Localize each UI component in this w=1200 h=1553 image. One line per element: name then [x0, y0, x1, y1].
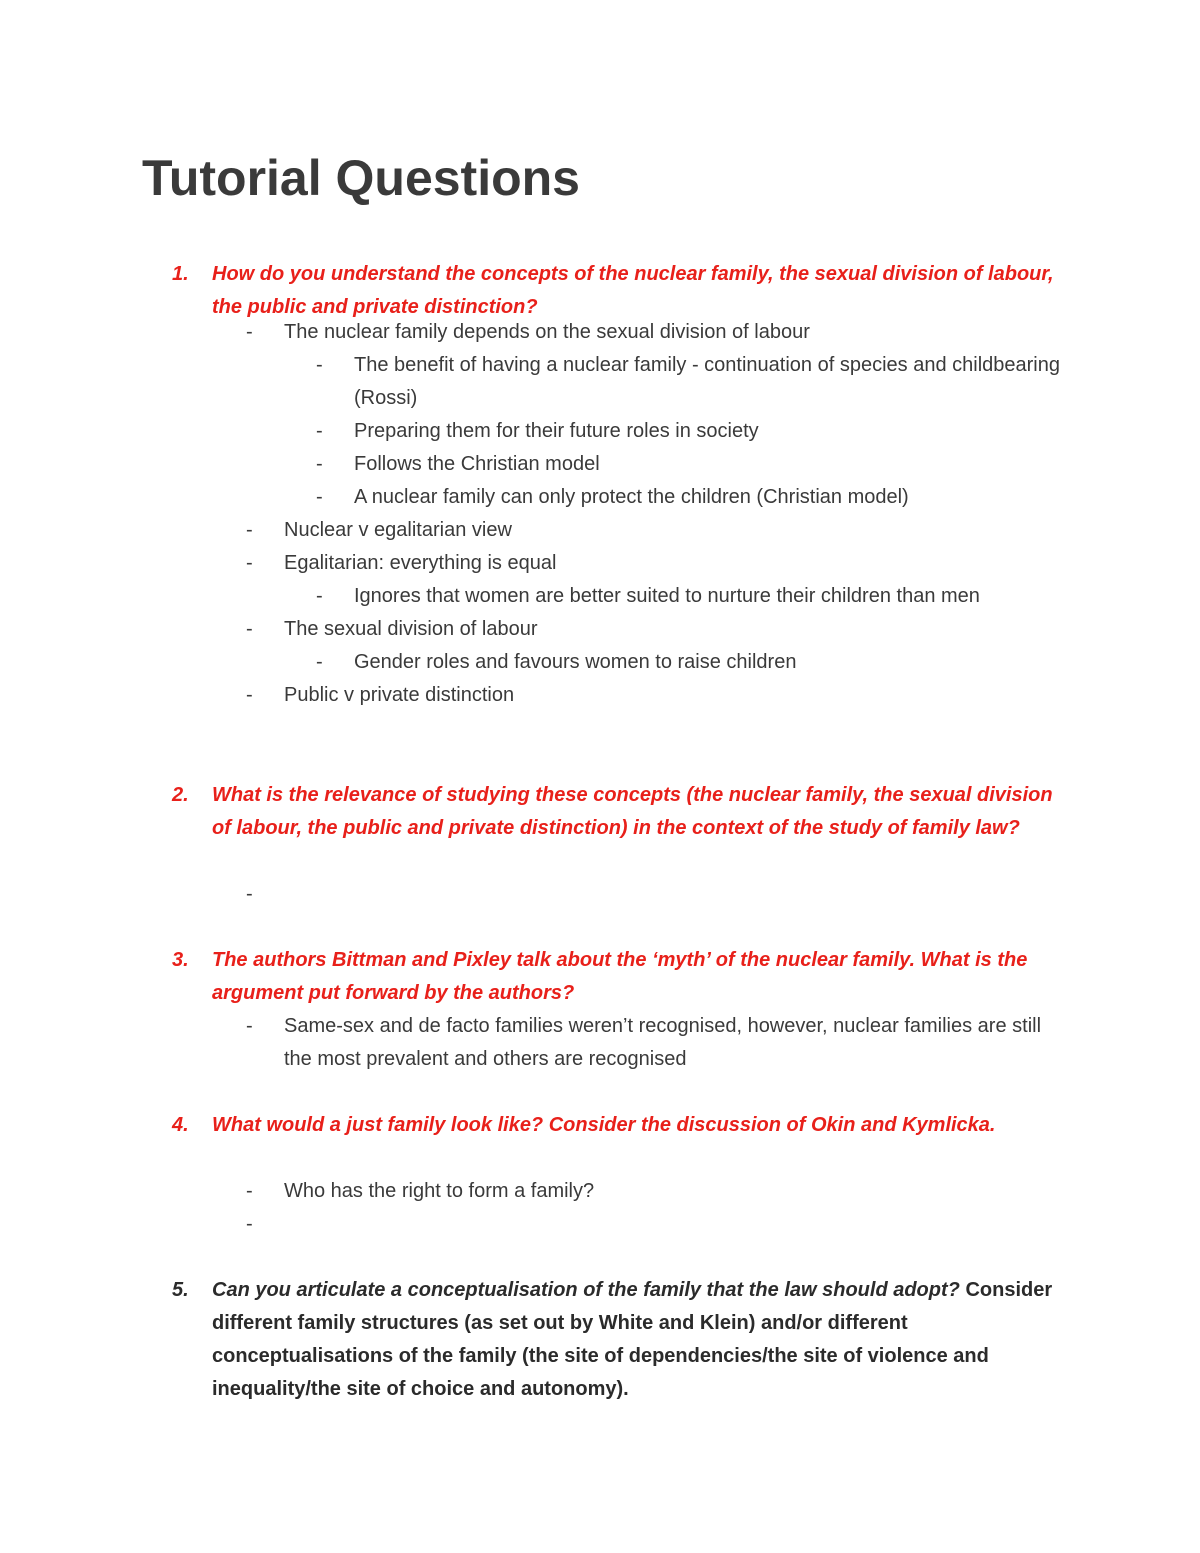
answer-list-4: [172, 1175, 1072, 1241]
dash-bullet: -: [316, 453, 323, 475]
bullet-text: The nuclear family depends on the sexual division of labour: [284, 321, 810, 343]
question-text-italic: Can you articulate a conceptualisation of the family that the law should adopt?: [212, 1279, 960, 1301]
bullet-item: [316, 580, 1072, 613]
dash-bullet: -: [316, 651, 323, 673]
question-number: 4.: [172, 1114, 189, 1136]
question-text: What is the relevance of studying these concepts (the nuclear family, the sexual division of labour, the public and private distinction) in the context of the study of family law?: [212, 784, 1053, 839]
question-number: 5.: [172, 1279, 189, 1301]
question-text: The authors Bittman and Pixley talk about the ‘myth’ of the nuclear family. What is the argument put forward by the authors?: [212, 949, 1028, 1004]
question-3: [172, 944, 1072, 1010]
bullet-item: [246, 613, 1072, 646]
bullet-text: Ignores that women are better suited to nurture their children than men: [354, 585, 980, 607]
bullet-item: [316, 448, 1072, 481]
bullet-item: [246, 679, 1072, 712]
bullet-item: [246, 1010, 1072, 1076]
bullet-item: [246, 514, 1072, 547]
question-text: [212, 1274, 1072, 1406]
dash-bullet: -: [316, 354, 323, 376]
question-5: [172, 1274, 1072, 1406]
bullet-item: [316, 646, 1072, 679]
page-title: Tutorial Questions: [142, 150, 580, 206]
bullet-text: The benefit of having a nuclear family - continuation of species and childbearing (Rossi): [354, 354, 1060, 409]
bullet-text: Preparing them for their future roles in society: [354, 420, 759, 442]
bullet-text: Follows the Christian model: [354, 453, 600, 475]
dash-bullet: -: [246, 1180, 253, 1202]
question-number: 3.: [172, 949, 189, 971]
question-4: [172, 1109, 1072, 1142]
dash-bullet: -: [316, 486, 323, 508]
question-2: [172, 779, 1072, 845]
answer-list-2: [172, 878, 1072, 911]
bullet-item: [316, 349, 1072, 415]
bullet-item: [246, 1208, 1072, 1241]
question-text: What would a just family look like? Consider the discussion of Okin and Kymlicka.: [212, 1114, 996, 1136]
question-number: 2.: [172, 784, 189, 806]
bullet-item: [246, 878, 1072, 911]
bullet-text: Gender roles and favours women to raise children: [354, 651, 797, 673]
dash-bullet: -: [246, 684, 253, 706]
bullet-item: [246, 1175, 1072, 1208]
bullet-text: [284, 878, 1072, 911]
bullet-item: [246, 547, 1072, 580]
bullet-text: Public v private distinction: [284, 684, 515, 706]
bullet-text: [284, 1208, 1072, 1241]
bullet-item: [316, 415, 1072, 448]
answer-list-1: [172, 316, 1072, 712]
question-number: 1.: [172, 263, 189, 285]
dash-bullet: -: [316, 585, 323, 607]
dash-bullet: -: [246, 519, 253, 541]
dash-bullet: -: [246, 883, 253, 905]
bullet-item: [316, 481, 1072, 514]
bullet-text: The sexual division of labour: [284, 618, 538, 640]
dash-bullet: -: [246, 1015, 253, 1037]
question-text-plain: Consider different family structures (as set out by White and Klein) and/or different conceptualisations of the family (the site of dependencies/the site of violence and inequality/the site of choice and autonomy).: [212, 1279, 1053, 1400]
question-1: [172, 258, 1072, 324]
dash-bullet: -: [316, 420, 323, 442]
dash-bullet: -: [246, 321, 253, 343]
bullet-text: Who has the right to form a family?: [284, 1180, 595, 1202]
dash-bullet: -: [246, 1213, 253, 1235]
bullet-text: Nuclear v egalitarian view: [284, 519, 512, 541]
dash-bullet: -: [246, 618, 253, 640]
bullet-text: Same-sex and de facto families weren’t recognised, however, nuclear families are still the most prevalent and others are recognised: [284, 1015, 1042, 1070]
dash-bullet: -: [246, 552, 253, 574]
question-text: How do you understand the concepts of the nuclear family, the sexual division of labour, the public and private distinction?: [212, 263, 1054, 318]
answer-list-3: [172, 1010, 1072, 1076]
bullet-text: Egalitarian: everything is equal: [284, 552, 557, 574]
bullet-text: A nuclear family can only protect the children (Christian model): [354, 486, 909, 508]
bullet-item: [246, 316, 1072, 349]
